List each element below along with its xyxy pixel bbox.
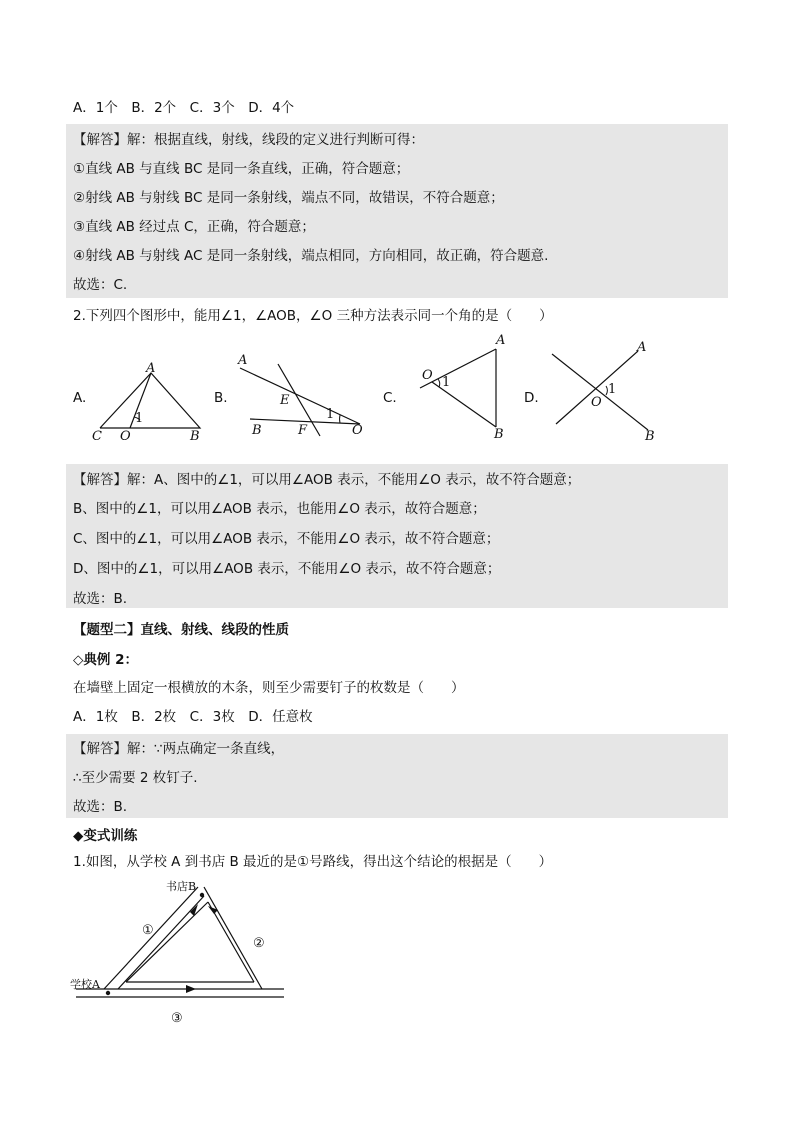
school-label: 学校A xyxy=(70,978,100,991)
route-3-label: ③ xyxy=(171,1011,183,1026)
label-b: B xyxy=(494,427,504,442)
route-2-label: ② xyxy=(253,936,265,951)
answer-2-line: 【解答】解：A、图中的∠1，可以用∠AOB 表示，不能用∠O 表示，故不符合题意； xyxy=(73,472,581,488)
figure-d xyxy=(540,334,670,444)
bookstore-label: 书店B xyxy=(166,880,197,893)
answer-1-line: ①直线 AB 与直线 BC 是同一条直线，正确，符合题意； xyxy=(73,161,410,177)
angle-1-label: 1 xyxy=(442,375,451,390)
answer-2-line: C、图中的∠1，可以用∠AOB 表示，不能用∠O 表示，故不符合题意； xyxy=(73,531,500,547)
practice-title: ◆变式训练 xyxy=(73,828,138,844)
answer-2-line: 故选：B. xyxy=(73,591,128,607)
question-2-stem: 2.下列四个图形中，能用∠1，∠AOB，∠O 三种方法表示同一个角的是（ ） xyxy=(73,308,553,324)
angle-1-label: 1 xyxy=(135,411,144,426)
label-a: A xyxy=(637,340,647,355)
answer-3-line: ∴至少需要 2 枚钉子. xyxy=(73,770,198,786)
angle-1-label: 1 xyxy=(326,407,335,422)
label-f: F xyxy=(298,423,308,438)
label-b: B xyxy=(190,429,200,444)
label-o: O xyxy=(591,395,602,410)
answer-1-line: 故选：C. xyxy=(73,277,128,293)
label-o: O xyxy=(422,368,433,383)
label-a: A xyxy=(146,361,156,376)
figure-c xyxy=(400,330,520,442)
route-figure xyxy=(66,876,296,1028)
answer-1-line: ④射线 AB 与射线 AC 是同一条射线，端点相同，方向相同，故正确，符合题意. xyxy=(73,248,549,264)
route-1-label: ① xyxy=(142,923,154,938)
section-title: 【题型二】直线、射线、线段的性质 xyxy=(73,622,289,638)
answer-2-line: B、图中的∠1，可以用∠AOB 表示，也能用∠O 表示，故符合题意； xyxy=(73,501,486,517)
question-3-stem: 在墙壁上固定一根横放的木条，则至少需要钉子的枚数是（ ） xyxy=(73,680,465,696)
example-title: ◇典例 2： xyxy=(73,652,138,668)
answer-3-line: 故选：B. xyxy=(73,799,128,815)
figure-b xyxy=(228,350,368,442)
label-o: O xyxy=(352,423,363,438)
figure-a xyxy=(88,358,213,444)
label-a: A xyxy=(496,333,506,348)
answer-3-line: 【解答】解：∵两点确定一条直线， xyxy=(73,741,285,757)
angle-1-label: 1 xyxy=(608,382,617,397)
label-b: B xyxy=(645,429,655,444)
answer-1-box xyxy=(66,124,728,298)
answer-1-line: ③直线 AB 经过点 C，正确，符合题意； xyxy=(73,219,315,235)
question-3-options: A．1枚 B．2枚 C．3枚 D．任意枚 xyxy=(73,709,313,725)
question-4-stem: 1.如图，从学校 A 到书店 B 最近的是①号路线，得出这个结论的根据是（ ） xyxy=(73,854,553,870)
label-b: B xyxy=(252,423,262,438)
option-d-label: D. xyxy=(524,390,539,406)
option-c-label: C. xyxy=(383,390,397,406)
option-b-label: B. xyxy=(214,390,228,406)
option-a-label: A. xyxy=(73,390,87,406)
label-c: C xyxy=(92,429,102,444)
question-1-options: A．1个 B．2个 C．3个 D．4个 xyxy=(73,100,295,116)
label-o: O xyxy=(120,429,131,444)
answer-1-line: ②射线 AB 与射线 BC 是同一条射线，端点不同，故错误，不符合题意； xyxy=(73,190,504,206)
label-a: A xyxy=(238,353,248,368)
answer-2-line: D、图中的∠1，可以用∠AOB 表示，不能用∠O 表示，故不符合题意； xyxy=(73,561,501,577)
answer-1-line: 【解答】解：根据直线，射线，线段的定义进行判断可得： xyxy=(73,132,424,148)
label-e: E xyxy=(280,393,290,408)
